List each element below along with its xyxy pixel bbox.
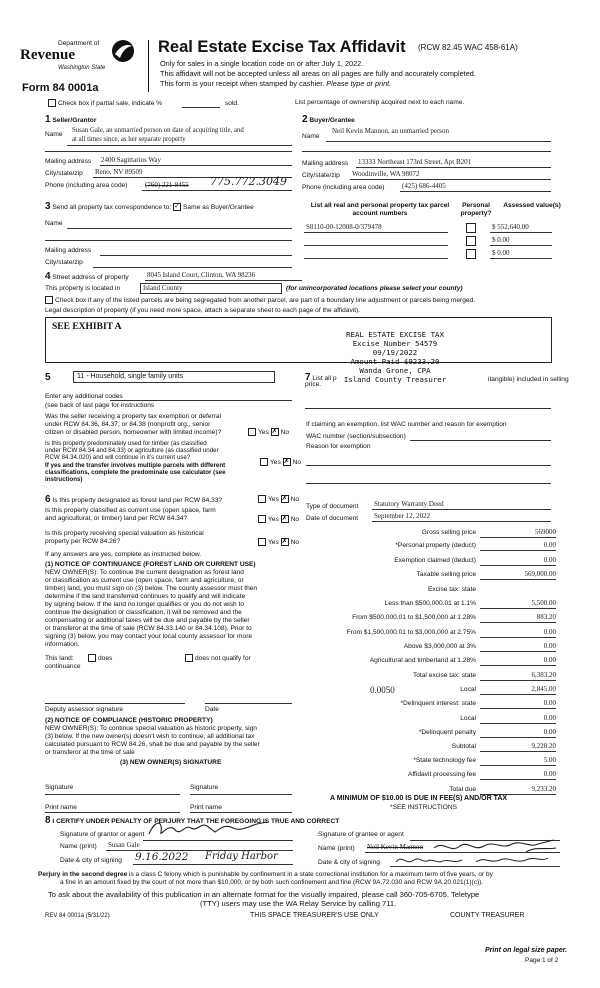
seller-phone-underline <box>142 190 292 191</box>
land-use-value: 11 - Household, single family units <box>77 373 184 380</box>
q-timber-no-label: No <box>292 458 302 466</box>
reason-field-1[interactable] <box>306 465 551 466</box>
section7-personal-field[interactable] <box>305 408 551 409</box>
deputy-date-label: Date <box>205 706 219 713</box>
buyer-phone-label: Phone (including area code) <box>302 184 385 191</box>
tax-label-tier4: Above $3,000,000 at 3% <box>403 643 476 650</box>
certify-text: I CERTIFY UNDER PENALTY OF PERJURY THAT THE FOREGOING IS TRUE AND CORRECT <box>52 818 340 825</box>
tax-value-agri[interactable]: 0.00 <box>543 656 556 664</box>
deputy-date-field[interactable] <box>205 703 292 704</box>
current-use-yes-label: Yes <box>268 515 279 523</box>
tax-label-delinq-state: *Delinquent interest: state <box>400 700 476 707</box>
seller-mailing-label: Mailing address <box>45 158 92 165</box>
same-as-buyer-label: Same as Buyer/Grantee <box>183 204 254 211</box>
tax-line-delinq-state <box>480 708 556 709</box>
seller-heading-num: 1 <box>45 114 51 125</box>
ownership-note: List percentage of ownership acquired next to each name. <box>295 99 465 106</box>
stamp-line3: 09/19/2022 <box>372 348 418 357</box>
n1-line-6: continue the designation or classification, it will be removed and the <box>45 609 242 616</box>
corr-name-label: Name <box>45 220 63 227</box>
unincorporated-note: (for unincorporated locations please select your county) <box>286 285 463 292</box>
assessed-col-header: Assessed value(s) <box>503 202 561 209</box>
current-use-yesno <box>258 515 299 523</box>
tax-line-penalty <box>480 737 556 738</box>
partial-sale-checkbox[interactable] <box>48 99 56 107</box>
header-note3-italic: Please type or print. <box>326 79 392 88</box>
new-owner-sig-title: (3) NEW OWNER(S) SIGNATURE <box>120 759 222 766</box>
header-divider <box>148 40 149 92</box>
assessed-value-1[interactable]: $ 552,640.00 <box>492 223 529 231</box>
tax-label-subtotal: Subtotal <box>451 743 476 750</box>
perjury-bold: Perjury in the second degree <box>38 871 128 878</box>
tax-value-tier1[interactable]: 5,500.00 <box>531 599 556 607</box>
buyer-heading-num: 2 <box>302 114 308 125</box>
corr-city-field[interactable] <box>93 267 292 268</box>
tax-value-penalty[interactable]: 0.00 <box>543 728 556 736</box>
q-timber-3: RCW 84.34.020) and will continue in it's current use? <box>45 454 191 461</box>
n1-line-4: determine if the land transferred continues to qualify and will indicate <box>45 593 246 600</box>
reason-label: Reason for exemption <box>306 443 371 450</box>
q-timber-1: Is this property predominately used for timber (as classified <box>45 440 207 447</box>
q-exemption-yes-checkbox[interactable] <box>248 428 256 436</box>
tax-label-gross: Gross selling price <box>421 529 476 536</box>
historic-yes-checkbox[interactable] <box>258 538 266 546</box>
q-exemption-yesno <box>248 428 289 436</box>
grantor-sig-underline <box>143 840 293 841</box>
tax-value-gross[interactable]: 569000 <box>535 528 556 536</box>
new-owner-print-field-1[interactable] <box>45 812 180 813</box>
tax-line-total-state <box>480 680 556 681</box>
perjury-text-1: is a class C felony which is punishable by confinement in a state correctional institution for a maximum term of five years, or by <box>129 871 493 878</box>
seller-name-extra-line <box>45 151 292 152</box>
tax-line-exemption <box>480 565 556 566</box>
q-exemption-yes-label: Yes <box>258 428 269 436</box>
buyer-mailing[interactable]: 13333 Northeast 173rd Street, Apt B201 <box>358 158 472 166</box>
tax-line-personal <box>480 550 556 551</box>
continuance-label: continuance <box>45 663 81 670</box>
buyer-heading-text: Buyer/Grantee <box>309 117 355 124</box>
correspondence-heading-text: Send all property tax correspondence to: <box>52 204 172 211</box>
rev-number: REV 84 0001a (5/31/22) <box>45 913 110 919</box>
tax-value-exemption[interactable]: 0.00 <box>543 556 556 564</box>
seller-name-label: Name <box>45 131 63 138</box>
tax-line-tech-fee <box>480 765 556 766</box>
treasurer-only: THIS SPACE TREASURER'S USE ONLY <box>250 912 379 919</box>
tax-value-local[interactable]: 2,845.00 <box>531 685 556 693</box>
buyer-city-label: City/state/zip <box>302 172 340 179</box>
q-timber-2: under RCW 84.34 and 84.33) or agriculture (as classified under <box>45 447 219 454</box>
grantee-name-label: Name (print) <box>318 845 355 852</box>
doc-date-underline <box>372 521 551 522</box>
form-rcw: (RCW 82.45 WAC 458-61A) <box>418 43 518 52</box>
wac-field[interactable] <box>410 440 551 441</box>
n2-line-3: calculated pursuant to RCW 84.26, shall be due and payable by the seller <box>45 741 260 748</box>
tax-value-tech-fee[interactable]: 5.00 <box>543 756 556 764</box>
see-instructions-note: *SEE INSTRUCTIONS <box>390 804 458 811</box>
section7-text-c: itangible) included in selling <box>488 376 569 383</box>
section5-num: 5 <box>45 372 51 383</box>
tax-value-delinq-local[interactable]: 0.00 <box>543 714 556 722</box>
tax-label-tier1: Less than $500,000.01 at 1.1% <box>384 600 476 607</box>
tax-value-processing-fee[interactable]: 0.00 <box>543 770 556 778</box>
buyer-mailing-underline <box>356 167 551 168</box>
grantor-name-label: Name (print) <box>60 843 97 850</box>
n1-line-3: timber) land, you must sign on (3) below. The county assessor must then <box>45 585 258 592</box>
seller-name[interactable]: Susan Gale, an unmarried person on date of acquiring title, and <box>72 127 244 134</box>
q-timber-yes-label: Yes <box>270 458 281 466</box>
located-label: This property is located in <box>45 285 121 292</box>
form-number: Form 84 0001a <box>22 82 99 94</box>
n1-line-10: information. <box>45 641 80 648</box>
seller-city-label: City/state/zip <box>45 170 83 177</box>
legal-paper-note: Print on legal size paper. <box>485 947 568 954</box>
forest-yes-label: Yes <box>268 495 279 503</box>
grantor-signature-icon[interactable] <box>145 818 275 840</box>
tax-value-tier3[interactable]: 0.00 <box>543 628 556 636</box>
buyer-city-underline <box>350 179 551 180</box>
historic-no-label: No <box>290 538 300 546</box>
buyer-phone-underline <box>400 191 551 192</box>
doc-type[interactable]: Statutory Warranty Deed <box>374 500 444 508</box>
current-use-no-label: No <box>290 515 300 523</box>
additional-codes-field[interactable] <box>110 400 292 401</box>
deputy-sig-field[interactable] <box>45 703 185 704</box>
same-as-buyer-checkbox[interactable]: ✓ <box>174 203 180 211</box>
tax-line-tier1 <box>480 608 556 609</box>
grantor-sig-label: Signature of grantor or agent <box>60 831 145 838</box>
this-land-label: This land: <box>45 655 74 662</box>
n1-line-8: or transferor at the time of sale (RCW 84.33.140 or 84.34.108). Prior to <box>45 625 252 632</box>
seller-heading <box>45 114 96 125</box>
property-street-row <box>45 271 129 282</box>
tax-label-total-state: Total excise tax: state <box>412 672 476 679</box>
tax-label-personal: *Personal property (deduct) <box>395 542 476 549</box>
tax-label-tier2: From $500,000.01 to $1,500,000 at 1.28% <box>352 614 476 621</box>
header-note1: Only for sales in a single location code on or after July 1, 2022. <box>160 59 364 68</box>
seller-mailing-underline <box>100 165 292 166</box>
tax-label-tech-fee: *State technology fee <box>413 757 476 764</box>
perjury-line2: a fine in an amount fixed by the court of not more than $10,000, or by both such confinement and fine (RCW 9A.72.030 and RCW 9A.20.021(1)(c)). <box>60 879 484 886</box>
deputy-label: Deputy assessor signature <box>45 706 124 713</box>
reason-field-2[interactable] <box>306 483 551 484</box>
seller-phone-label: Phone (including area code) <box>45 182 128 189</box>
header-note3 <box>160 79 391 88</box>
forest-no-label: No <box>290 495 300 503</box>
parcels-col-header: List all real and personal property tax parcel account numbers <box>310 202 450 217</box>
assessed-line-3 <box>490 258 552 259</box>
tax-value-total-due[interactable]: 9,233.20 <box>531 785 556 793</box>
partial-sold-label: sold. <box>225 100 239 107</box>
buyer-name-extra-line <box>302 151 551 152</box>
does-not-label: does not qualify for <box>195 654 251 662</box>
seller-name-line2[interactable]: at all times since, as her separate property <box>72 136 186 143</box>
q-exemption-1: Was the seller receiving a property tax exemption or deferral <box>45 413 222 420</box>
segregated-label: Check box if any of the listed parcels are being segregated from another parcel, are part of a boundary line adjustment or parcels being merged. <box>55 296 476 304</box>
historic-q1: Is this property receiving special valuation as historical <box>45 530 204 537</box>
seller-phone[interactable]: 775.772.3049 <box>210 175 287 188</box>
assessed-line-2 <box>490 245 552 246</box>
new-owner-sig-field-1[interactable] <box>45 794 180 795</box>
segregated-row <box>45 296 475 304</box>
tax-label-agri: Agricultural and timberland at 1.28% <box>369 657 476 664</box>
tax-line-local <box>480 694 556 695</box>
forest-yesno <box>258 495 299 503</box>
tax-label-penalty: *Delinquent penalty <box>418 729 476 736</box>
tax-line-gross <box>480 537 556 538</box>
buyer-mailing-label: Mailing address <box>302 160 349 167</box>
county-select[interactable] <box>140 283 282 294</box>
tax-label-tier3: From $1,500,000.01 to $3,000,000 at 2.75% <box>346 629 476 636</box>
parcel-number-line-1 <box>304 232 448 233</box>
n2-line-4: or transferor at the time of sale <box>45 749 135 756</box>
current-use-yes-checkbox[interactable] <box>258 515 266 523</box>
does-not-option <box>185 654 251 662</box>
property-street-label: Street address of property <box>52 274 129 281</box>
doc-type-label: Type of document <box>306 503 359 510</box>
forest-yes-checkbox[interactable] <box>258 495 266 503</box>
header-note3-text: This form is your receipt when stamped by cashier. <box>160 79 325 88</box>
stamp-line6: Island County Treasurer <box>343 375 447 384</box>
tax-label-processing-fee: Affidavit processing fee <box>407 771 476 778</box>
property-street[interactable]: 8045 Island Court, Clinton, WA 98236 <box>147 271 256 279</box>
stamp-line4: Amount Paid $9233.20 <box>350 357 440 366</box>
n2-line-1: NEW OWNER(S): To continue special valuation as historic property, sign <box>45 725 257 732</box>
tax-label-delinq-local: Local <box>460 715 476 722</box>
tax-line-agri <box>480 665 556 666</box>
new-owner-print-field-2[interactable] <box>190 812 292 813</box>
stamp-line2: Excise Number 54579 <box>352 339 438 348</box>
buyer-name-underline <box>326 141 551 142</box>
new-owner-sig-label-2: Signature <box>190 784 219 791</box>
tax-line-tier2 <box>480 622 556 623</box>
n1-line-2: or classification as current use (open space, farm and agriculture, or <box>45 577 244 584</box>
tax-value-subtotal[interactable]: 9,228.20 <box>531 742 556 750</box>
corr-city-label: City/state/zip <box>45 259 83 266</box>
assessed-line-1 <box>490 232 552 233</box>
seller-mailing[interactable]: 2400 Sagittarius Way <box>101 156 161 164</box>
property-street-underline <box>145 280 302 281</box>
doc-type-underline <box>372 509 551 510</box>
dor-swoosh-icon <box>110 38 136 64</box>
doc-date-label: Date of document <box>306 515 359 522</box>
alt-format-line1: To ask about the availability of this publication in an alternate format for the visually impaired, please call 360-705-6705. Teletype <box>48 890 480 899</box>
tax-line-taxable <box>480 579 556 580</box>
tax-label-exemption: Exemption claimed (deduct) <box>394 557 476 564</box>
dept-line1: Department of <box>58 40 100 47</box>
historic-yes-label: Yes <box>268 538 279 546</box>
tax-value-total-state[interactable]: 6,383.20 <box>531 671 556 679</box>
if-yes-note: If any answers are yes, complete as instructed below. <box>45 551 202 558</box>
tax-label-taxable: Taxable selling price <box>416 571 476 578</box>
parcel-number-line-2[interactable] <box>304 245 448 246</box>
parcel-number-line-3[interactable] <box>304 258 448 259</box>
section6-num: 6 <box>45 494 51 505</box>
notice-compliance-title: (2) NOTICE OF COMPLIANCE (HISTORIC PROPERTY) <box>45 717 213 724</box>
tax-value-personal[interactable]: 0.00 <box>543 541 556 549</box>
grantor-date-label: Date & city of signing <box>60 857 122 864</box>
new-owner-sig-field-2[interactable] <box>190 794 292 795</box>
q-exemption-no-label: No <box>280 428 290 436</box>
partial-sale-row <box>48 99 162 107</box>
grantee-date-label: Date & city of signing <box>318 859 380 866</box>
header-note2: This affidavit will not be accepted unless all areas on all pages are fully and accurately completed. <box>160 69 476 78</box>
n1-line-1: NEW OWNER(S): To continue the current designation as forest land <box>45 569 244 576</box>
n1-line-7: compensating or additional taxes will be due and payable by the seller <box>45 617 250 624</box>
tax-label-total-due: Total due <box>449 786 476 793</box>
additional-codes-label: Enter any additional codes <box>45 393 123 400</box>
exemption-claim-label: If claiming an exemption, list WAC number and reason for exemption <box>306 421 507 428</box>
buyer-heading <box>302 114 355 125</box>
dor-logo <box>18 40 138 80</box>
form-title: Real Estate Excise Tax Affidavit <box>158 38 406 56</box>
n1-line-5: by signing below. If the land no longer qualifies or you do not wish to <box>45 601 245 608</box>
tax-value-tier2[interactable]: 883.20 <box>536 613 556 621</box>
tax-line-tier3 <box>480 637 556 638</box>
doc-date[interactable]: September 12, 2022 <box>374 512 431 520</box>
corr-mailing-label: Mailing address <box>45 247 92 254</box>
current-use-q1: Is this property classified as current use (open space, farm <box>45 507 216 514</box>
q-exemption-2: under RCW 84.36, 84.37, or 84.38 (nonprofit org., senior <box>45 421 211 428</box>
forest-no-checkbox[interactable]: ✗ <box>281 495 288 502</box>
buyer-name[interactable]: Neil Kevin Mannon, an unmarried person <box>332 127 450 135</box>
assessed-value-2[interactable]: $ 0.00 <box>492 236 510 244</box>
seller-city[interactable]: Reno, NV 89509 <box>95 168 143 176</box>
does-checkbox[interactable] <box>88 654 96 662</box>
property-heading-num: 4 <box>45 271 51 282</box>
county-value: Island County <box>143 284 183 292</box>
tax-value-delinq-state[interactable]: 0.00 <box>543 699 556 707</box>
partial-sale-percent-field[interactable] <box>182 107 220 108</box>
q-timber-yesno <box>260 458 301 466</box>
page-number: Page 1 of 2 <box>525 957 559 964</box>
personal-col-header: Personal property? <box>460 202 492 217</box>
new-owner-sig-label-1: Signature <box>45 784 74 791</box>
local-rate[interactable]: 0.0050 <box>370 685 395 695</box>
seller-phone-struck: (760) 221-8455 <box>145 181 189 189</box>
new-owner-print-label-2: Print name <box>190 804 222 811</box>
q-exemption-no-checkbox[interactable]: ✗ <box>271 428 278 435</box>
grantor-city[interactable]: Friday Harbor <box>205 851 278 862</box>
seller-name-underline <box>67 145 292 146</box>
corr-name-field[interactable] <box>67 228 292 229</box>
does-not-checkbox[interactable] <box>185 654 193 662</box>
q-timber-no-checkbox[interactable]: ✗ <box>283 458 290 465</box>
buyer-phone[interactable]: (425) 686-4405 <box>402 182 446 190</box>
personal-property-checkbox-3[interactable] <box>466 249 476 259</box>
grantor-name[interactable]: Susan Gale <box>108 841 140 849</box>
personal-property-checkbox-1[interactable] <box>466 223 476 233</box>
alt-format-line2: (TTY) users may use the WA Relay Service by calling 711. <box>200 899 397 908</box>
assessed-value-3[interactable]: $ 0.00 <box>492 249 510 257</box>
wac-label: WAC number (section/subsection) <box>306 433 406 440</box>
section7-num: 7 <box>305 372 311 383</box>
q-exemption-3: citizen or disabled person, homeowner with limited income)? <box>45 429 222 436</box>
dept-line2: Revenue <box>20 47 75 63</box>
historic-no-checkbox[interactable]: ✗ <box>281 538 288 545</box>
legal-description-label: Legal description of property (if you need more space, attach a separate sheet to each page of the affidavit). <box>45 307 361 314</box>
correspondence-heading <box>45 201 254 212</box>
dept-line3: Washington State <box>58 65 106 71</box>
tax-value-taxable[interactable]: 569,000.00 <box>524 570 556 578</box>
corr-extra-line <box>45 240 292 241</box>
n1-line-9: signing (3) below, you may contact your local county assessor for more <box>45 633 253 640</box>
tax-value-tier4[interactable]: 0.00 <box>543 642 556 650</box>
treasurer-stamp <box>320 330 470 384</box>
current-use-q2: and agricultural, or timber) land per RCW 84.34? <box>45 515 188 522</box>
buyer-name-label: Name <box>302 133 320 140</box>
corr-mailing-field[interactable] <box>100 255 292 256</box>
does-label: does <box>98 654 113 662</box>
stamp-line1: REAL ESTATE EXCISE TAX <box>346 330 444 339</box>
tax-line-processing-fee <box>480 779 556 780</box>
tax-line-delinq-local <box>480 723 556 724</box>
current-use-no-checkbox[interactable]: ✗ <box>281 515 288 522</box>
new-owner-print-label-1: Print name <box>45 804 77 811</box>
forest-question-text: Is this property designated as forest land per RCW 84.33? <box>52 497 223 504</box>
section7-text-b: price. <box>305 381 322 388</box>
section8-num: 8 <box>45 815 51 826</box>
tax-label-excise-state: Excise tax: state <box>427 586 476 593</box>
historic-q2: property per RCW 84.26? <box>45 538 121 545</box>
notice-continuance-title: (1) NOTICE OF CONTINUANCE (FOREST LAND OR CURRENT USE) <box>45 561 256 568</box>
grantee-sig-label: Signature of grantee or agent <box>318 831 404 838</box>
tax-line-subtotal <box>480 751 556 752</box>
tax-line-tier4 <box>480 651 556 652</box>
parcel-number-1[interactable]: S8110-00-12008-0/379478 <box>306 223 382 231</box>
buyer-city[interactable]: Woodinville, WA 98072 <box>352 170 420 178</box>
stamp-line5: Wanda Grone, CPA <box>359 366 431 375</box>
section7-text-a: List all p <box>312 375 337 382</box>
minimum-due-note: A MINIMUM OF $10.00 IS DUE IN FEE(S) AND/OR TAX <box>330 795 508 802</box>
grantee-date-underline <box>390 866 560 867</box>
seller-heading-text: Seller/Grantor <box>52 117 97 124</box>
exhibit-text: SEE EXHIBIT A <box>52 322 122 332</box>
does-option <box>88 654 112 662</box>
correspondence-heading-num: 3 <box>45 201 51 212</box>
segregated-checkbox[interactable] <box>45 296 53 304</box>
grantee-name[interactable]: Neil Kevin Mannon <box>367 843 423 851</box>
county-treasurer: COUNTY TREASURER <box>450 912 525 919</box>
grantor-date[interactable]: 9.16.2022 <box>135 851 189 863</box>
q-timber-4: If yes and the transfer involves multiple parcels with different classifications, complete the predominate use calculator (see instructions) <box>45 462 226 483</box>
tax-label-local: Local <box>460 686 476 693</box>
grantor-date-underline <box>133 864 293 865</box>
forest-question <box>45 494 222 505</box>
see-back-note: (see back of last page for instructions <box>45 402 155 409</box>
partial-sale-label: Check box if partial sale, indicate % <box>58 99 163 107</box>
n2-line-2: (3) below. If the new owner(s) doesn't wish to continue, all additional tax <box>45 733 255 740</box>
perjury-line1 <box>38 871 493 878</box>
q-timber-yes-checkbox[interactable] <box>260 458 268 466</box>
personal-property-checkbox-2[interactable] <box>466 236 476 246</box>
land-use-select[interactable] <box>73 371 275 383</box>
historic-yesno <box>258 538 299 546</box>
